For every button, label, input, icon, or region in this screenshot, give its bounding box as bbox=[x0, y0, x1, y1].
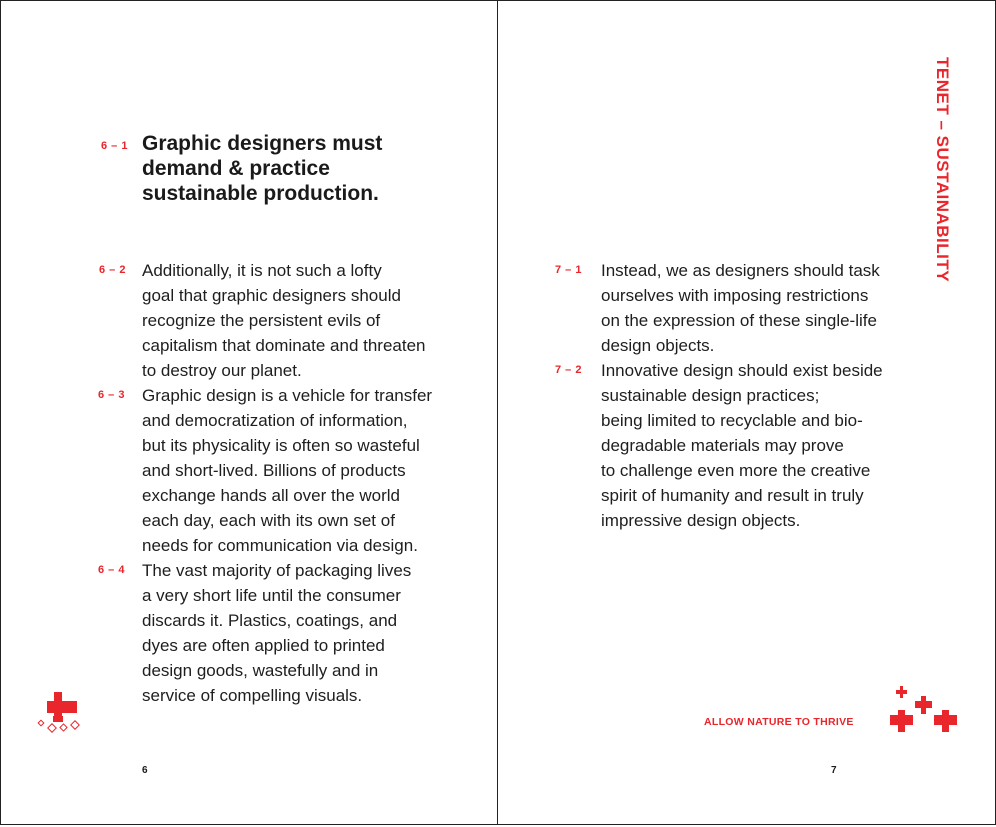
paragraph-number: 7 – 1 bbox=[555, 264, 582, 276]
text-line: exchange hands all over the world bbox=[142, 486, 400, 505]
heading-line: sustainable production. bbox=[142, 182, 379, 205]
text-line: goal that graphic designers should bbox=[142, 286, 401, 305]
running-head-text: TENET – SUSTAINABILITY bbox=[933, 57, 952, 283]
text-line: to challenge even more the creative bbox=[601, 461, 871, 480]
text-line: capitalism that dominate and threaten bbox=[142, 336, 426, 355]
text-line: discards it. Plastics, coatings, and bbox=[142, 611, 398, 630]
text-line: spirit of humanity and result in truly bbox=[601, 486, 864, 505]
paragraph-number: 6 – 4 bbox=[98, 564, 125, 576]
text-line: and democratization of information, bbox=[142, 411, 408, 430]
text-line: but its physicality is often so wasteful bbox=[142, 436, 420, 455]
text-line: Innovative design should exist beside bbox=[601, 361, 883, 380]
paragraph-6-4 bbox=[142, 558, 411, 708]
text-line: impressive design objects. bbox=[601, 511, 801, 530]
text-line: Instead, we as designers should task bbox=[601, 261, 880, 280]
paragraph-6-2 bbox=[142, 258, 426, 383]
text-line: each day, each with its own set of bbox=[142, 511, 395, 530]
text-line: The vast majority of packaging lives bbox=[142, 561, 412, 580]
text-line: on the expression of these single-life bbox=[601, 311, 877, 330]
cross-cluster-icon bbox=[888, 684, 958, 734]
heading-number: 6 – 1 bbox=[101, 140, 128, 152]
text-line: service of compelling visuals. bbox=[142, 686, 363, 705]
page-number-right: 7 bbox=[831, 765, 837, 776]
text-line: dyes are often applied to printed bbox=[142, 636, 385, 655]
text-line: to destroy our planet. bbox=[142, 361, 302, 380]
text-line: recognize the persistent evils of bbox=[142, 311, 381, 330]
text-line: being limited to recyclable and bio- bbox=[601, 411, 863, 430]
paragraph-6-3 bbox=[142, 383, 432, 558]
paragraph-7-2 bbox=[601, 358, 883, 533]
text-line: and short-lived. Billions of products bbox=[142, 461, 406, 480]
paragraph-number: 7 – 2 bbox=[555, 364, 582, 376]
tagline: ALLOW NATURE TO THRIVE bbox=[704, 716, 854, 728]
page-number-left: 6 bbox=[142, 765, 148, 776]
heading-line: demand & practice bbox=[142, 157, 330, 180]
text-line: ourselves with imposing restrictions bbox=[601, 286, 869, 305]
paragraph-number: 6 – 3 bbox=[98, 389, 125, 401]
text-line: Graphic design is a vehicle for transfer bbox=[142, 386, 433, 405]
text-line: a very short life until the consumer bbox=[142, 586, 401, 605]
page-heading bbox=[142, 131, 382, 206]
text-line: design goods, wastefully and in bbox=[142, 661, 379, 680]
text-line: degradable materials may prove bbox=[601, 436, 844, 455]
text-line: Additionally, it is not such a lofty bbox=[142, 261, 382, 280]
running-head bbox=[932, 57, 954, 287]
red-cross-mark-icon bbox=[35, 692, 85, 738]
heading-line: Graphic designers must bbox=[142, 132, 383, 155]
text-line: sustainable design practices; bbox=[601, 386, 820, 405]
paragraph-7-1 bbox=[601, 258, 880, 358]
paragraph-number: 6 – 2 bbox=[99, 264, 126, 276]
text-line: needs for communication via design. bbox=[142, 536, 418, 555]
text-line: design objects. bbox=[601, 336, 715, 355]
